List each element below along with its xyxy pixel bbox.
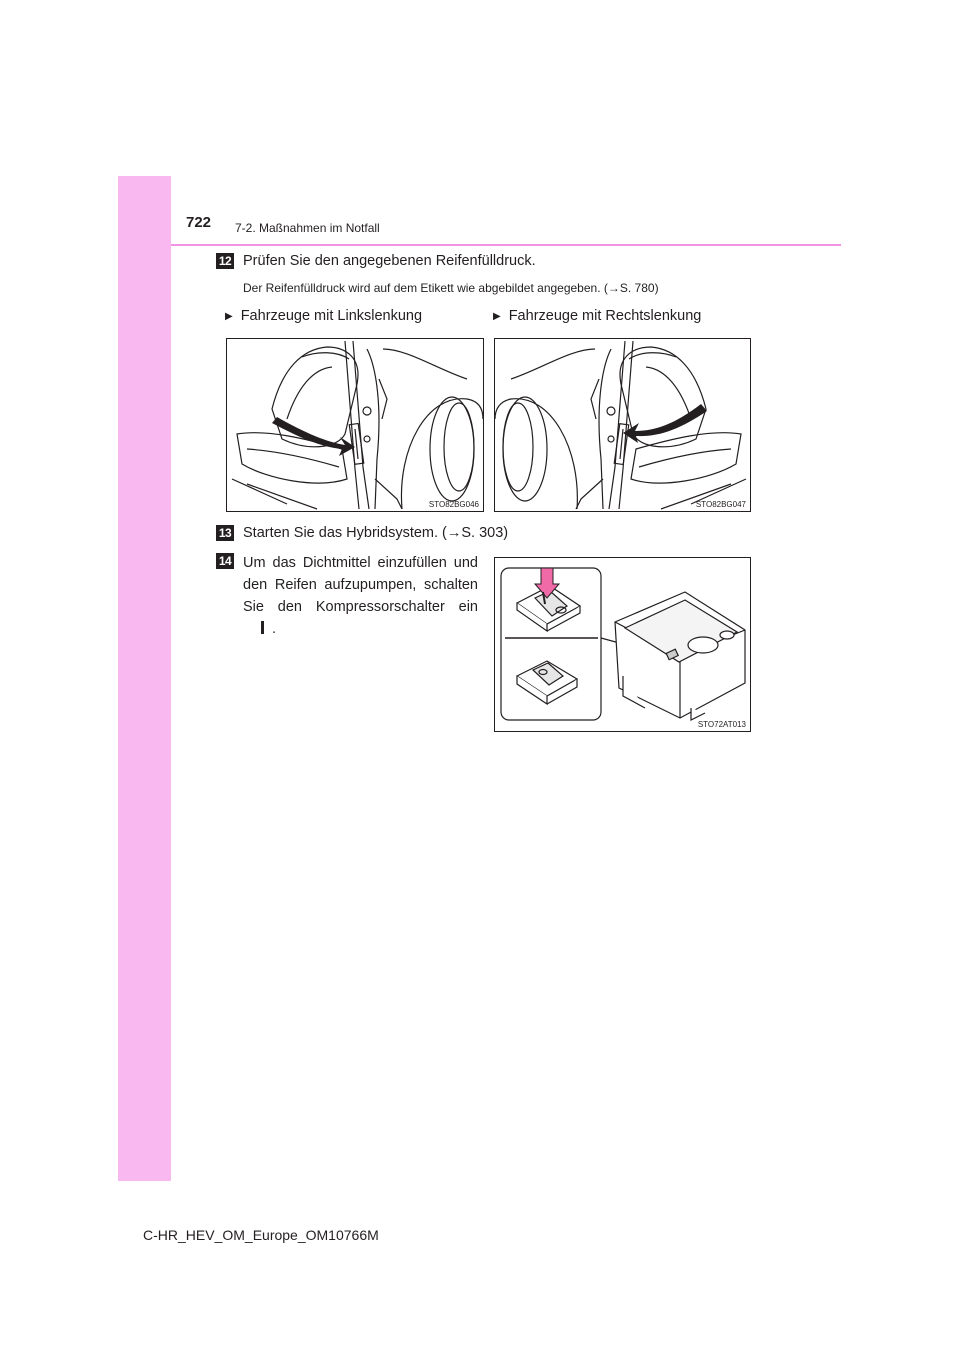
variant-left-label xyxy=(225,308,422,324)
section-sidebar-tab xyxy=(118,176,171,1181)
variant-left-text: Fahrzeuge mit Linkslenkung xyxy=(240,308,423,324)
document-footer: C-HR_HEV_OM_Europe_OM10766M xyxy=(143,1227,379,1243)
figure-left-hand-drive xyxy=(226,338,484,512)
step-12-text: Prüfen Sie den angegebenen Reifenfülldruck. xyxy=(243,253,536,269)
figure-compressor-switch xyxy=(494,557,751,732)
door-label-illustration-rhd xyxy=(495,339,750,511)
triangle-right-icon: ▶ xyxy=(493,311,501,322)
step-13-text: Starten Sie das Hybridsystem. (→S. 303) xyxy=(243,525,509,541)
step-14-text xyxy=(243,552,478,640)
figure-code-lhd: STO82BG046 xyxy=(428,500,479,509)
variant-right-text: Fahrzeuge mit Rechtslenkung xyxy=(508,308,702,324)
step-14-line-1: Um das Dichtmittel einzufüllen und xyxy=(243,555,478,571)
page-number: 722 xyxy=(186,214,212,231)
switch-on-symbol-icon xyxy=(261,621,264,634)
step-14-end: . xyxy=(272,621,277,637)
figure-code-compressor: STO72AT013 xyxy=(697,720,746,729)
step-badge-14: 14 xyxy=(216,553,234,569)
step-badge-13: 13 xyxy=(216,525,234,541)
step-14-line-3: Sie den Kompressorschalter ein xyxy=(243,599,478,615)
header-divider xyxy=(171,244,841,246)
step-badge-12: 12 xyxy=(216,253,234,269)
door-label-illustration-lhd xyxy=(227,339,483,511)
triangle-right-icon: ▶ xyxy=(225,311,233,322)
compressor-illustration xyxy=(495,558,750,731)
figure-right-hand-drive xyxy=(494,338,751,512)
section-title: 7-2. Maßnahmen im Notfall xyxy=(235,221,380,235)
step-14-line-2: den Reifen aufzupumpen, schalten xyxy=(243,577,478,593)
pressure-note: Der Reifenfülldruck wird auf dem Etikett wie abgebildet angegeben. (→S. 780) xyxy=(243,281,659,295)
figure-code-rhd: STO82BG047 xyxy=(695,500,746,509)
variant-right-label xyxy=(493,308,701,324)
